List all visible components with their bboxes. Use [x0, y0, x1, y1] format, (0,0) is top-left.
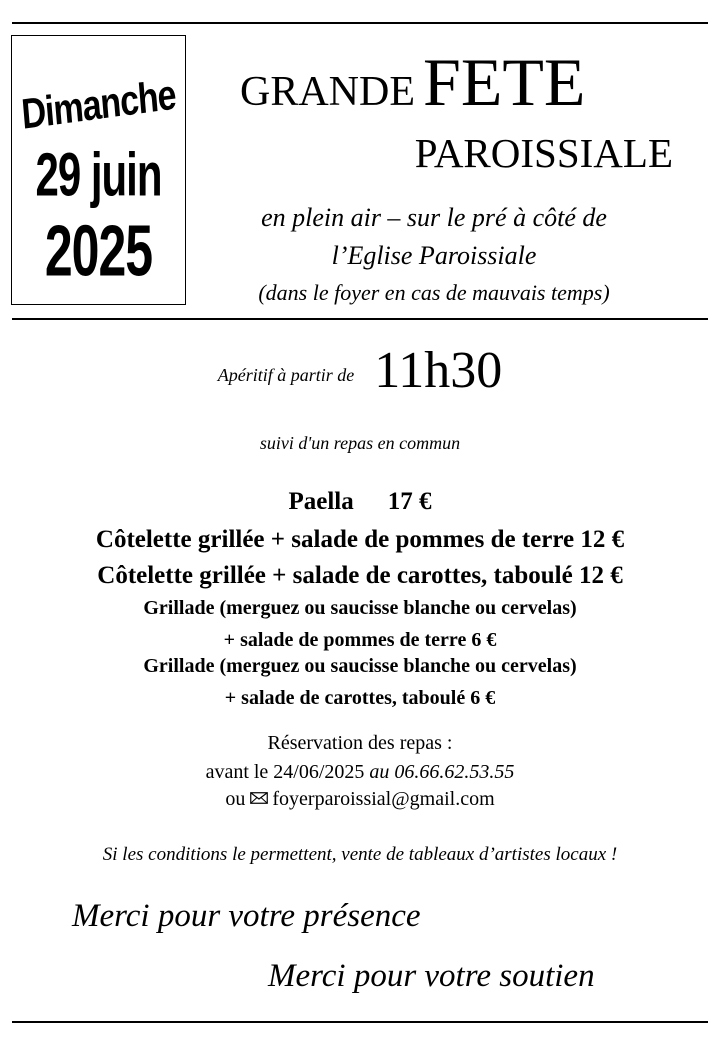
title-fete: FETE	[423, 44, 586, 120]
reservation-email-line	[0, 789, 720, 809]
thanks-presence: Merci pour votre présence	[72, 898, 421, 934]
middle-divider	[12, 318, 708, 320]
thanks-support: Merci pour votre soutien	[268, 958, 595, 994]
menu-item: + salade de pommes de terre 6 €	[223, 629, 497, 651]
aperitif-label: Apéritif à partir de	[217, 365, 355, 385]
menu-item: + salade de carottes, taboulé 6 €	[224, 687, 496, 709]
menu-item-name: Paella	[288, 488, 354, 515]
reservation-title: Réservation des repas :	[267, 732, 453, 754]
reservation-email[interactable]: foyerparoissial@gmail.com	[272, 788, 495, 810]
title-paroissiale: PAROISSIALE	[414, 130, 673, 176]
reservation-before: avant le 24/06/2025	[205, 761, 365, 783]
date-day-month: 29 juin	[35, 140, 162, 209]
date-day: Dimanche	[19, 71, 178, 139]
aperitif-time: 11h30	[374, 342, 503, 399]
top-divider	[12, 22, 708, 24]
date-box	[11, 35, 186, 305]
bottom-divider	[12, 1021, 708, 1023]
location-line-1: en plein air – sur le pré à côté de	[261, 203, 607, 232]
menu-item: Côtelette grillée + salade de carottes, taboulé 12 €	[97, 562, 623, 589]
meal-intro: suivi d'un repas en commun	[259, 433, 461, 453]
location-fallback-note: (dans le foyer en cas de mauvais temps)	[258, 280, 610, 305]
event-title	[240, 44, 586, 120]
menu-item-price: 17 €	[387, 488, 432, 515]
date-year: 2025	[44, 210, 153, 292]
title-grande: GRANDE	[240, 69, 415, 115]
artists-note: Si les conditions le permettent, vente de tableaux d’artistes locaux !	[102, 844, 618, 865]
location-line-2: l’Eglise Paroissiale	[331, 241, 537, 270]
menu-item: Grillade (merguez ou saucisse blanche ou cervelas)	[143, 597, 577, 619]
menu-item-paella	[0, 489, 720, 514]
reservation-or: ou	[225, 788, 246, 810]
menu-item: Grillade (merguez ou saucisse blanche ou cervelas)	[143, 655, 577, 677]
envelope-icon	[250, 792, 268, 804]
aperitif-line	[0, 342, 720, 399]
reservation-phone: au 06.66.62.53.55	[369, 761, 515, 783]
reservation-deadline	[0, 762, 720, 782]
menu-item: Côtelette grillée + salade de pommes de terre 12 €	[95, 526, 625, 553]
